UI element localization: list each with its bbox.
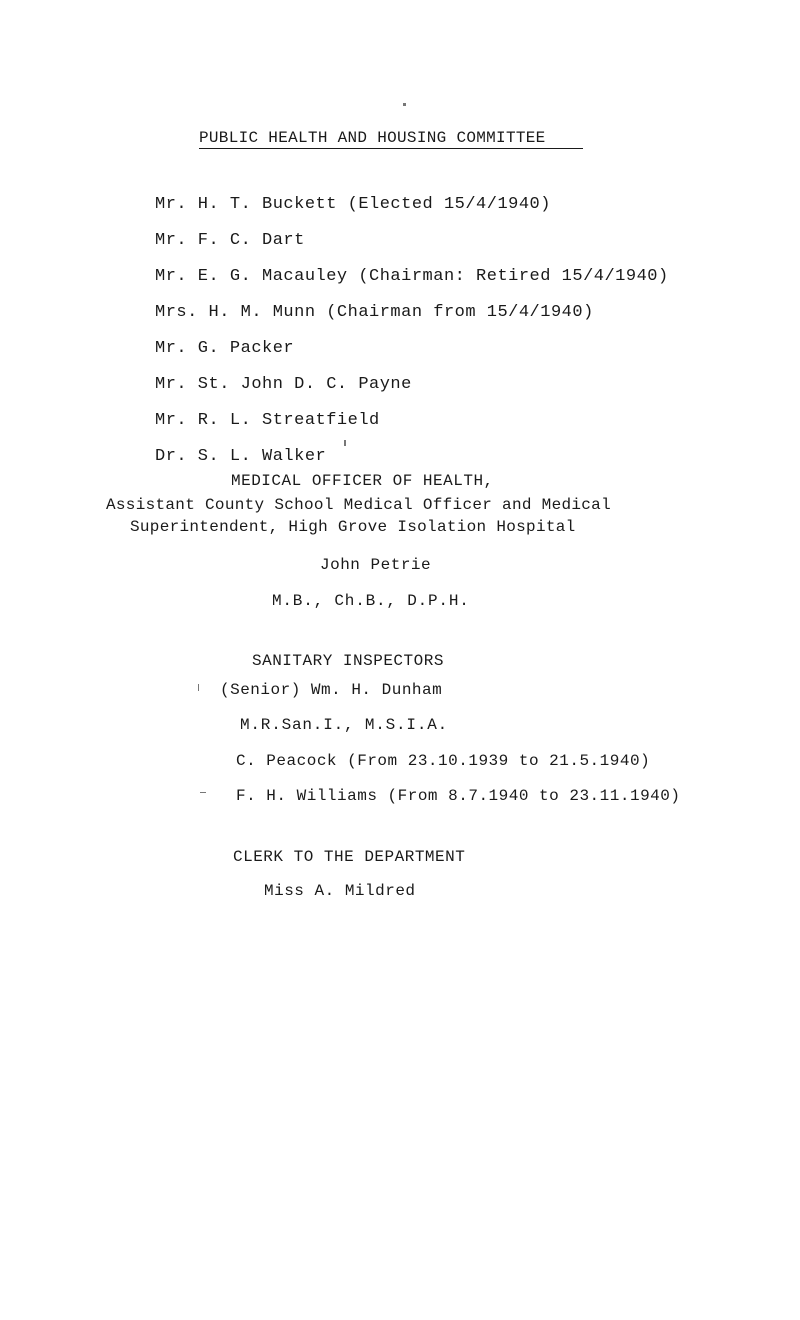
committee-title: PUBLIC HEALTH AND HOUSING COMMITTEE <box>199 129 546 147</box>
speck-mark <box>344 440 346 446</box>
member-line: Mr. E. G. Macauley (Chairman: Retired 15/4/1940) <box>155 267 669 286</box>
member-line: Mr. St. John D. C. Payne <box>155 375 412 394</box>
member-line: Mrs. H. M. Munn (Chairman from 15/4/1940) <box>155 303 594 322</box>
moh-title-line1: Assistant County School Medical Officer and Medical <box>106 496 611 514</box>
speck-mark <box>403 103 406 106</box>
moh-heading: MEDICAL OFFICER OF HEALTH, <box>231 472 494 490</box>
member-line: Mr. F. C. Dart <box>155 231 305 250</box>
member-line: Mr. G. Packer <box>155 339 295 358</box>
moh-title-line2: Superintendent, High Grove Isolation Hospital <box>130 518 576 536</box>
moh-name: John Petrie <box>320 556 432 574</box>
sanitary-heading: SANITARY INSPECTORS <box>252 652 444 670</box>
member-line: Mr. R. L. Streatfield <box>155 411 380 430</box>
senior-inspector: (Senior) Wm. H. Dunham <box>220 681 443 699</box>
clerk-heading: CLERK TO THE DEPARTMENT <box>233 848 466 866</box>
moh-qualifications: M.B., Ch.B., D.P.H. <box>272 592 470 610</box>
member-line: Mr. H. T. Buckett (Elected 15/4/1940) <box>155 195 551 214</box>
speck-mark <box>200 792 206 793</box>
title-underline <box>199 148 583 149</box>
senior-inspector-qualifications: M.R.San.I., M.S.I.A. <box>240 716 449 734</box>
inspector-line: F. H. Williams (From 8.7.1940 to 23.11.1940) <box>236 787 681 805</box>
member-line: Dr. S. L. Walker <box>155 447 327 466</box>
speck-mark <box>198 684 199 691</box>
clerk-name: Miss A. Mildred <box>264 882 416 900</box>
inspector-line: C. Peacock (From 23.10.1939 to 21.5.1940) <box>236 752 651 770</box>
